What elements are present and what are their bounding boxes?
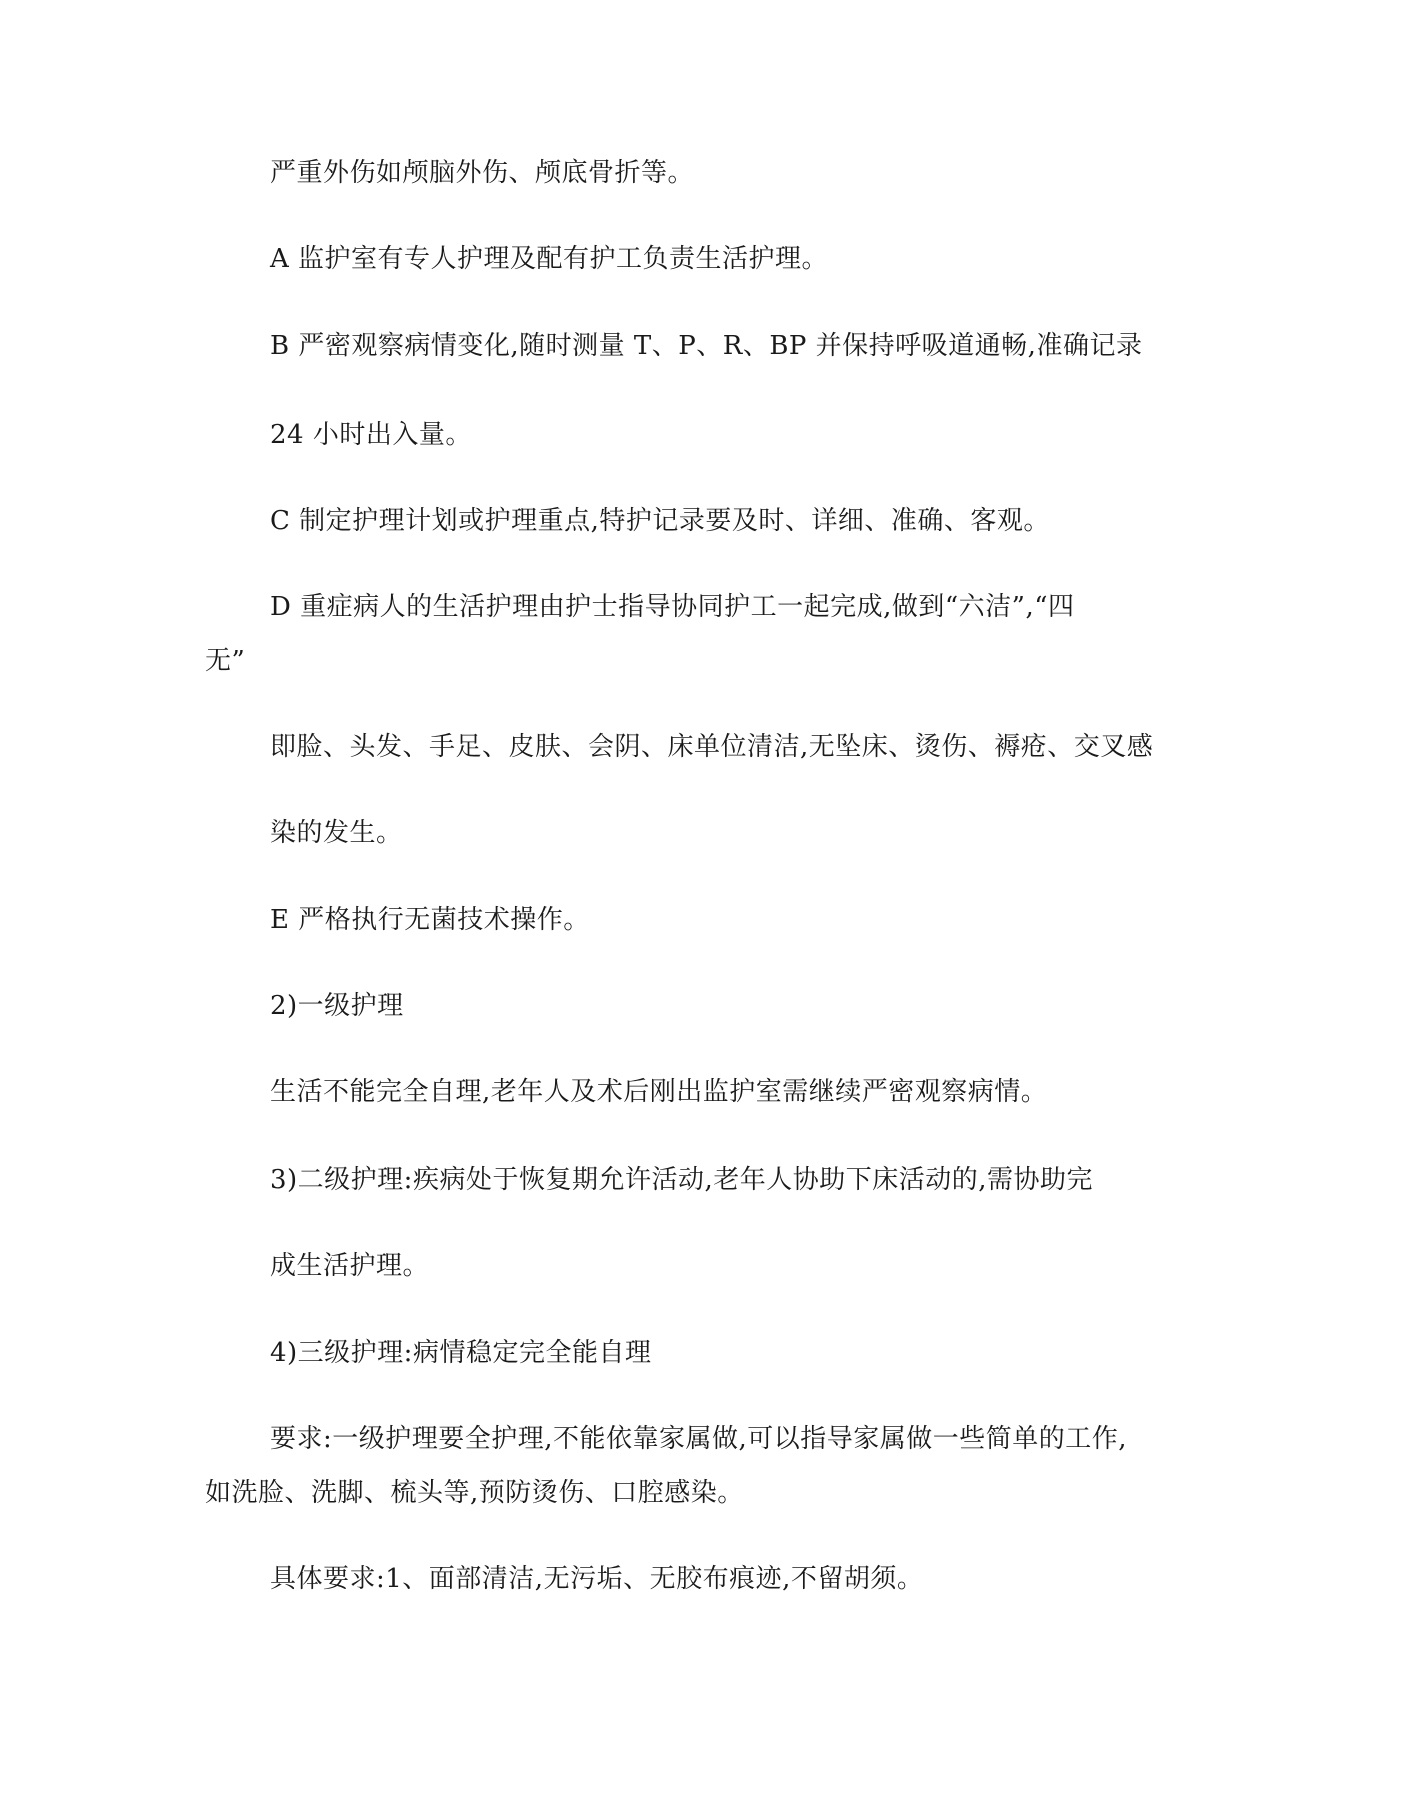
text-line: E 严格执行无菌技术操作。 <box>270 905 590 935</box>
text-line: 4)三级护理:病情稳定完全能自理 <box>270 1338 652 1368</box>
text-line: D 重症病人的生活护理由护士指导协同护工一起完成,做到“六洁”,“四 <box>270 592 1075 622</box>
text-line: A 监护室有专人护理及配有护工负责生活护理。 <box>270 244 829 274</box>
text-line: 严重外伤如颅脑外伤、颅底骨折等。 <box>270 158 695 188</box>
text-line: 具体要求:1、面部清洁,无污垢、无胶布痕迹,不留胡须。 <box>270 1564 924 1594</box>
text-line: 24 小时出入量。 <box>270 420 472 450</box>
text-line: 如洗脸、洗脚、梳头等,预防烫伤、口腔感染。 <box>205 1478 744 1508</box>
text-line: 即脸、头发、手足、皮肤、会阴、床单位清洁,无坠床、烫伤、褥疮、交叉感 <box>270 732 1154 762</box>
text-line: 生活不能完全自理,老年人及术后刚出监护室需继续严密观察病情。 <box>270 1077 1048 1107</box>
text-line: 无” <box>205 646 246 676</box>
text-line: 要求:一级护理要全护理,不能依靠家属做,可以指导家属做一些简单的工作, <box>270 1424 1128 1454</box>
section-heading: 2)一级护理 <box>270 991 404 1021</box>
text-line: C 制定护理计划或护理重点,特护记录要及时、详细、准确、客观。 <box>270 506 1050 536</box>
text-line: 成生活护理。 <box>270 1251 430 1281</box>
text-line: 染的发生。 <box>270 818 403 848</box>
text-line: 3)二级护理:疾病处于恢复期允许活动,老年人协助下床活动的,需协助完 <box>270 1165 1093 1195</box>
text-line: B 严密观察病情变化,随时测量 T、P、R、BP 并保持呼吸道通畅,准确记录 <box>270 331 1143 361</box>
